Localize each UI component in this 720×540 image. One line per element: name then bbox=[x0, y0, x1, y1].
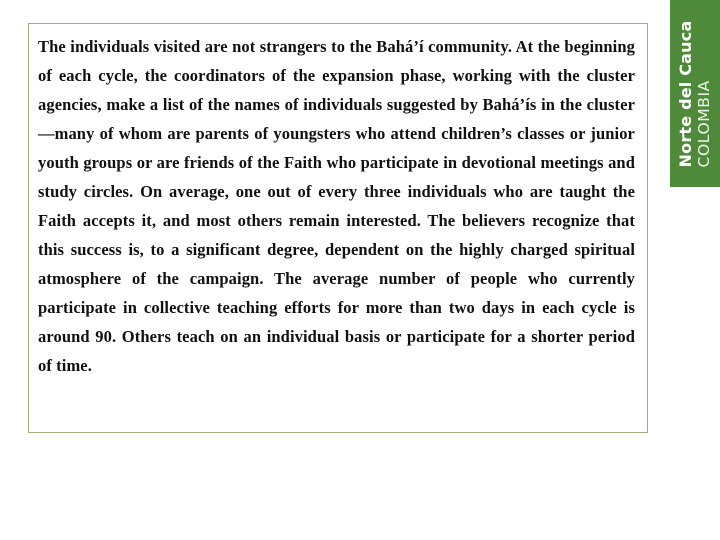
banner-region: Norte del Cauca bbox=[676, 20, 695, 167]
body-paragraph: The individuals visited are not strangers to the Bahá’í community. At the beginning of each cycle, the coordinators of the expansion phase, working with the cluster agencies, make a list of the names of individuals suggested by Bahá’ís in the cluster—many of whom are parents of youngsters who attend children’s classes or junior youth groups or are friends of the Faith who participate in devotional meetings and study circles. On average, one out of every three individuals who are taught the Faith accepts it, and most others remain interested. The believers recognize that this success is, to a significant degree, dependent on the highly charged spiritual atmosphere of the campaign. The average number of people who currently participate in collective teaching efforts for more than two days in each cycle is around 90. Others teach on an individual basis or participate for a shorter period of time. bbox=[38, 37, 635, 375]
banner-country: COLOMBIA bbox=[695, 79, 713, 167]
text-box bbox=[28, 23, 648, 433]
banner-label bbox=[676, 20, 714, 167]
location-banner bbox=[670, 0, 720, 187]
